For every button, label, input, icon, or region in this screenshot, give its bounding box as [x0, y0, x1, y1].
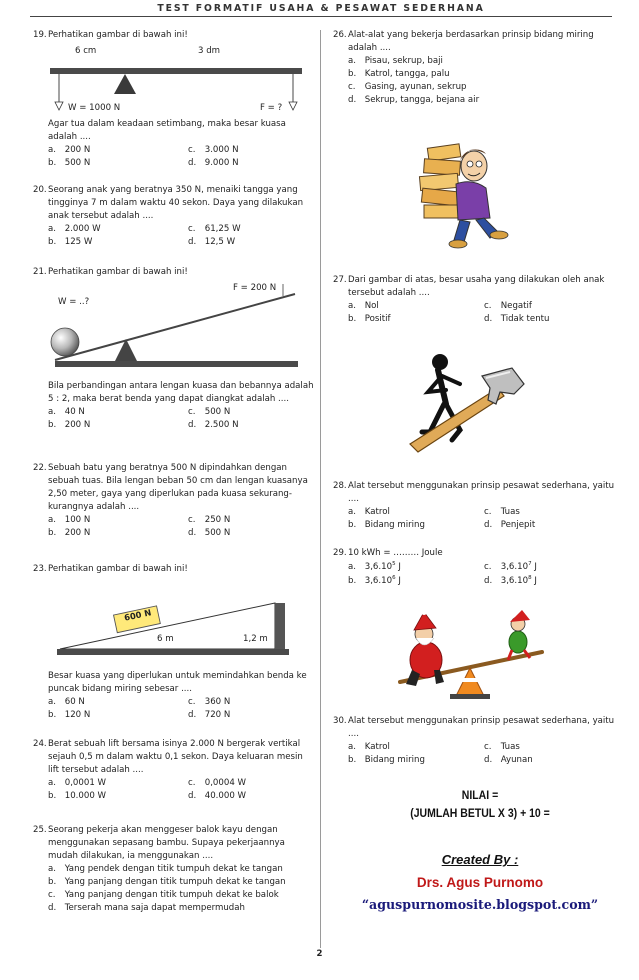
- incline-diagram: [55, 600, 300, 662]
- weight-label: W = 1000 N: [68, 103, 121, 113]
- question-stem: Seorang pekerja akan menggeser balok kayu dengan menggunakan sepasang bambu. Supaya pekerjaannya mudah dilakukan, ia menggunakan ....: [48, 825, 285, 862]
- options: [48, 406, 315, 432]
- options: [48, 223, 315, 249]
- question-stem: Alat tersebut menggunakan prinsip pesawat sederhana, yaitu ....: [348, 716, 615, 740]
- score-formula: [355, 786, 604, 822]
- option-b[interactable]: b. 120 N: [48, 710, 91, 721]
- question-stem: Berat sebuah lift bersama isinya 2.000 N bergerak vertikal sejauh 0,5 m dalam waktu 0,1 sekon. Daya keluaran mesin lift tersebut adalah ....: [48, 739, 303, 776]
- question-stem: Seorang anak yang beratnya 350 N, menaiki tangga yang tingginya 7 m dalam waktu 40 sekon. Daya yang dilakukan anak tersebut adalah ....: [48, 185, 304, 222]
- header-rule: [30, 16, 612, 17]
- option-d[interactable]: d. Terserah mana saja dapat mempermudah: [48, 903, 245, 914]
- option-a[interactable]: a. Yang pendek dengan titik tumpuh dekat ke tangan: [48, 864, 283, 875]
- option-b[interactable]: b. Bidang miring: [348, 755, 425, 766]
- options: [48, 514, 317, 540]
- option-a[interactable]: a. 3,6.10$^5$ J: [348, 561, 401, 572]
- right-length-label: 3 dm: [198, 46, 221, 56]
- incline-height-label: 1,2 m: [243, 634, 268, 644]
- option-b[interactable]: b. 125 W: [48, 237, 93, 248]
- page-number: 2: [316, 949, 323, 959]
- question-27: 27.Dari gambar di atas, besar usaha yang dilakukan oleh anak tersebut adalah .... a. Nol c. Negatif b. Positif d. Tidak tentu: [333, 274, 613, 326]
- incline-figure-23: [55, 600, 300, 662]
- question-stem: Besar kuasa yang diperlukan untuk memindahkan benda ke puncak bidang miring sebesar ....: [48, 671, 307, 695]
- block-weight-label: 600 N: [123, 607, 153, 623]
- option-d[interactable]: d. 3,6.10$^8$ J: [484, 574, 537, 586]
- option-b[interactable]: b. 200 N: [48, 420, 91, 431]
- option-b[interactable]: b. Katrol, tangga, palu: [348, 69, 450, 80]
- credit-label: Created By :: [441, 852, 519, 867]
- score-formula-text: (JUMLAH BETUL X 3) + 10 =: [410, 806, 550, 821]
- option-c[interactable]: c. 500 N: [188, 407, 231, 418]
- option-a[interactable]: a. Pisau, sekrup, baji: [348, 56, 443, 67]
- options: [348, 55, 613, 107]
- option-c[interactable]: c. Yang panjang dengan titik tumpuh dekat ke balok: [48, 890, 279, 901]
- score-label: NILAI =: [461, 788, 499, 802]
- question-stem: Bila perbandingan antara lengan kuasa dan bebannya adalah 5 : 2, maka berat benda yang dapat diangkat adalah ....: [48, 381, 314, 405]
- option-a[interactable]: a. 100 N: [48, 515, 91, 526]
- question-stem: Dari gambar di atas, besar usaha yang dilakukan oleh anak tersebut adalah ....: [348, 275, 605, 299]
- question-19: [33, 29, 313, 42]
- option-d[interactable]: d. Ayunan: [484, 755, 533, 766]
- left-length-label: 6 cm: [75, 46, 97, 56]
- options: [348, 300, 613, 326]
- question-21: 21.Perhatikan gambar di bawah ini!: [33, 267, 188, 277]
- question-stem: Agar tua dalam keadaan setimbang, maka besar kuasa adalah ....: [48, 119, 286, 143]
- question-stem: Alat-alat yang bekerja berdasarkan prinsip bidang miring adalah ....: [348, 30, 594, 54]
- question-25: 25.Seorang pekerja akan menggeser balok kayu dengan menggunakan sepasang bambu. Supaya pekerjaannya mudah dilakukan, ia menggunakan .... a. Yang pendek dengan titik tumpuh dekat ke tangan b. Yang panjang dengan titik tumpuh dekat ke tangan c. Yang panjang dengan titik tumpuh dekat ke balok d. Terserah mana saja dapat mempermudah: [33, 824, 317, 915]
- lever-figure-19: [45, 45, 310, 120]
- question-30: 30.Alat tersebut menggunakan prinsip pesawat sederhana, yaitu .... a. Katrol c. Tuas b. Bidang miring d. Ayunan: [333, 715, 615, 767]
- option-d[interactable]: d. 12,5 W: [188, 237, 236, 248]
- incline-length-label: 6 m: [157, 634, 174, 644]
- force-label: F = ?: [260, 103, 283, 113]
- option-a[interactable]: a. 40 N: [48, 407, 85, 418]
- option-b[interactable]: b. Positif: [348, 314, 391, 325]
- question-stem: 10 kWh = ……… Joule: [348, 548, 443, 558]
- option-c[interactable]: c. Gasing, ayunan, sekrup: [348, 82, 467, 93]
- question-23-continued: [33, 670, 315, 722]
- option-b[interactable]: b. 10.000 W: [48, 791, 107, 802]
- question-stem: Alat tersebut menggunakan prinsip pesawat sederhana, yaitu ....: [348, 481, 615, 505]
- options: [348, 560, 615, 588]
- option-a[interactable]: a. 60 N: [48, 697, 85, 708]
- credit-block: [335, 850, 625, 914]
- question-number: 19.: [33, 30, 47, 40]
- option-c[interactable]: c. Tuas: [484, 742, 520, 753]
- options: [348, 506, 615, 532]
- option-a[interactable]: a. Katrol: [348, 742, 390, 753]
- inclined-lever-diagram: [45, 282, 305, 374]
- question-stem: Perhatikan gambar di bawah ini!: [48, 30, 188, 40]
- question-stem: Sebuah batu yang beratnya 500 N dipindahkan dengan sebuah tuas. Bila lengan beban 50 cm dan lengan kuasanya 2,50 meter, gaya yang diperlukan pada kuasa sekurang-kurangnya adalah ....: [48, 463, 308, 513]
- options: [48, 696, 315, 722]
- weight-label: W = ..?: [58, 297, 90, 307]
- option-d[interactable]: d. 9.000 N: [188, 158, 239, 169]
- lever-figure-21: [45, 282, 305, 374]
- options: [48, 777, 315, 803]
- options: [48, 144, 313, 170]
- question-28: 28.Alat tersebut menggunakan prinsip pesawat sederhana, yaitu .... a. Katrol c. Tuas b. Bidang miring d. Penjepit: [333, 480, 615, 532]
- question-23: 23.Perhatikan gambar di bawah ini!: [33, 564, 188, 574]
- options: [48, 863, 317, 915]
- question-stem: Perhatikan gambar di bawah ini!: [48, 564, 188, 574]
- option-b[interactable]: b. Bidang miring: [348, 520, 425, 531]
- option-a[interactable]: a. 200 N: [48, 145, 91, 156]
- option-b[interactable]: b. 500 N: [48, 158, 91, 169]
- option-d[interactable]: d. Tidak tentu: [484, 314, 550, 325]
- column-divider: [320, 30, 321, 948]
- author-name: Drs. Agus Purnomo: [416, 874, 544, 890]
- option-b[interactable]: b. Yang panjang dengan titik tumpuh dekat ke tangan: [48, 877, 286, 888]
- question-21-continued: [33, 380, 315, 432]
- santa-elf-seesaw-illustration: [392, 608, 552, 700]
- option-d[interactable]: d. 500 N: [188, 528, 231, 539]
- question-29: 29.10 kWh = ……… Joule a. 3,6.10$^5$ J c. 3,6.10$^7$ J b. 3,6.10$^6$ J d. 3,6.10$^8$ J: [333, 547, 615, 588]
- option-d[interactable]: d. Sekrup, tangga, bejana air: [348, 95, 480, 106]
- option-a[interactable]: a. 0,0001 W: [48, 778, 107, 789]
- option-a[interactable]: a. Nol: [348, 301, 379, 312]
- option-d[interactable]: d. 720 N: [188, 710, 231, 721]
- option-c[interactable]: c. 3.000 N: [188, 145, 239, 156]
- force-label: F = 200 N: [233, 283, 277, 293]
- question-26: 26.Alat-alat yang bekerja berdasarkan prinsip bidang miring adalah .... a. Pisau, sekrup, baji b. Katrol, tangga, palu c. Gasing, ayunan, sekrup d. Sekrup, tangga, bejana air: [333, 29, 613, 107]
- option-c[interactable]: c. 3,6.10$^7$ J: [484, 561, 537, 572]
- hammer-stick-figure-illustration: [400, 348, 530, 458]
- option-b[interactable]: b. 3,6.10$^6$ J: [348, 574, 401, 586]
- option-d[interactable]: d. 40.000 W: [188, 791, 247, 802]
- option-a[interactable]: a. 2.000 W: [48, 224, 101, 235]
- options: [348, 741, 615, 767]
- page-header: TEST FORMATIF USAHA & PESAWAT SEDERHANA: [157, 3, 485, 14]
- question-19-continued: [33, 118, 313, 170]
- question-20: 20.Seorang anak yang beratnya 350 N, menaiki tangga yang tingginya 7 m dalam waktu 40 sekon. Daya yang dilakukan anak tersebut adalah .... a. 2.000 W c. 61,25 W b. 125 W d. 12,5 W: [33, 184, 315, 249]
- option-c[interactable]: c. 0,0004 W: [188, 778, 247, 789]
- option-c[interactable]: c. Tuas: [484, 507, 520, 518]
- option-b[interactable]: b. 200 N: [48, 528, 91, 539]
- question-stem: Perhatikan gambar di bawah ini!: [48, 267, 188, 277]
- option-c[interactable]: c. 250 N: [188, 515, 231, 526]
- option-a[interactable]: a. Katrol: [348, 507, 390, 518]
- author-website: “aguspurnomosite.blogspot.com”: [361, 897, 599, 913]
- option-d[interactable]: d. Penjepit: [484, 520, 536, 531]
- option-c[interactable]: c. 61,25 W: [188, 224, 241, 235]
- question-24: 24.Berat sebuah lift bersama isinya 2.000 N bergerak vertikal sejauh 0,5 m dalam waktu 0,1 sekon. Daya keluaran mesin lift tersebut adalah .... a. 0,0001 W c. 0,0004 W b. 10.000 W d. 40.000 W: [33, 738, 315, 803]
- option-d[interactable]: d. 2.500 N: [188, 420, 239, 431]
- option-c[interactable]: c. Negatif: [484, 301, 532, 312]
- boy-carrying-boxes-illustration: [410, 132, 520, 250]
- question-22: 22.Sebuah batu yang beratnya 500 N dipindahkan dengan sebuah tuas. Bila lengan beban 50 cm dan lengan kuasanya 2,50 meter, gaya yang diperlukan pada kuasa sekurang-kurangnya adalah .... a. 100 N c. 250 N b. 200 N d. 500 N: [33, 462, 317, 540]
- option-c[interactable]: c. 360 N: [188, 697, 231, 708]
